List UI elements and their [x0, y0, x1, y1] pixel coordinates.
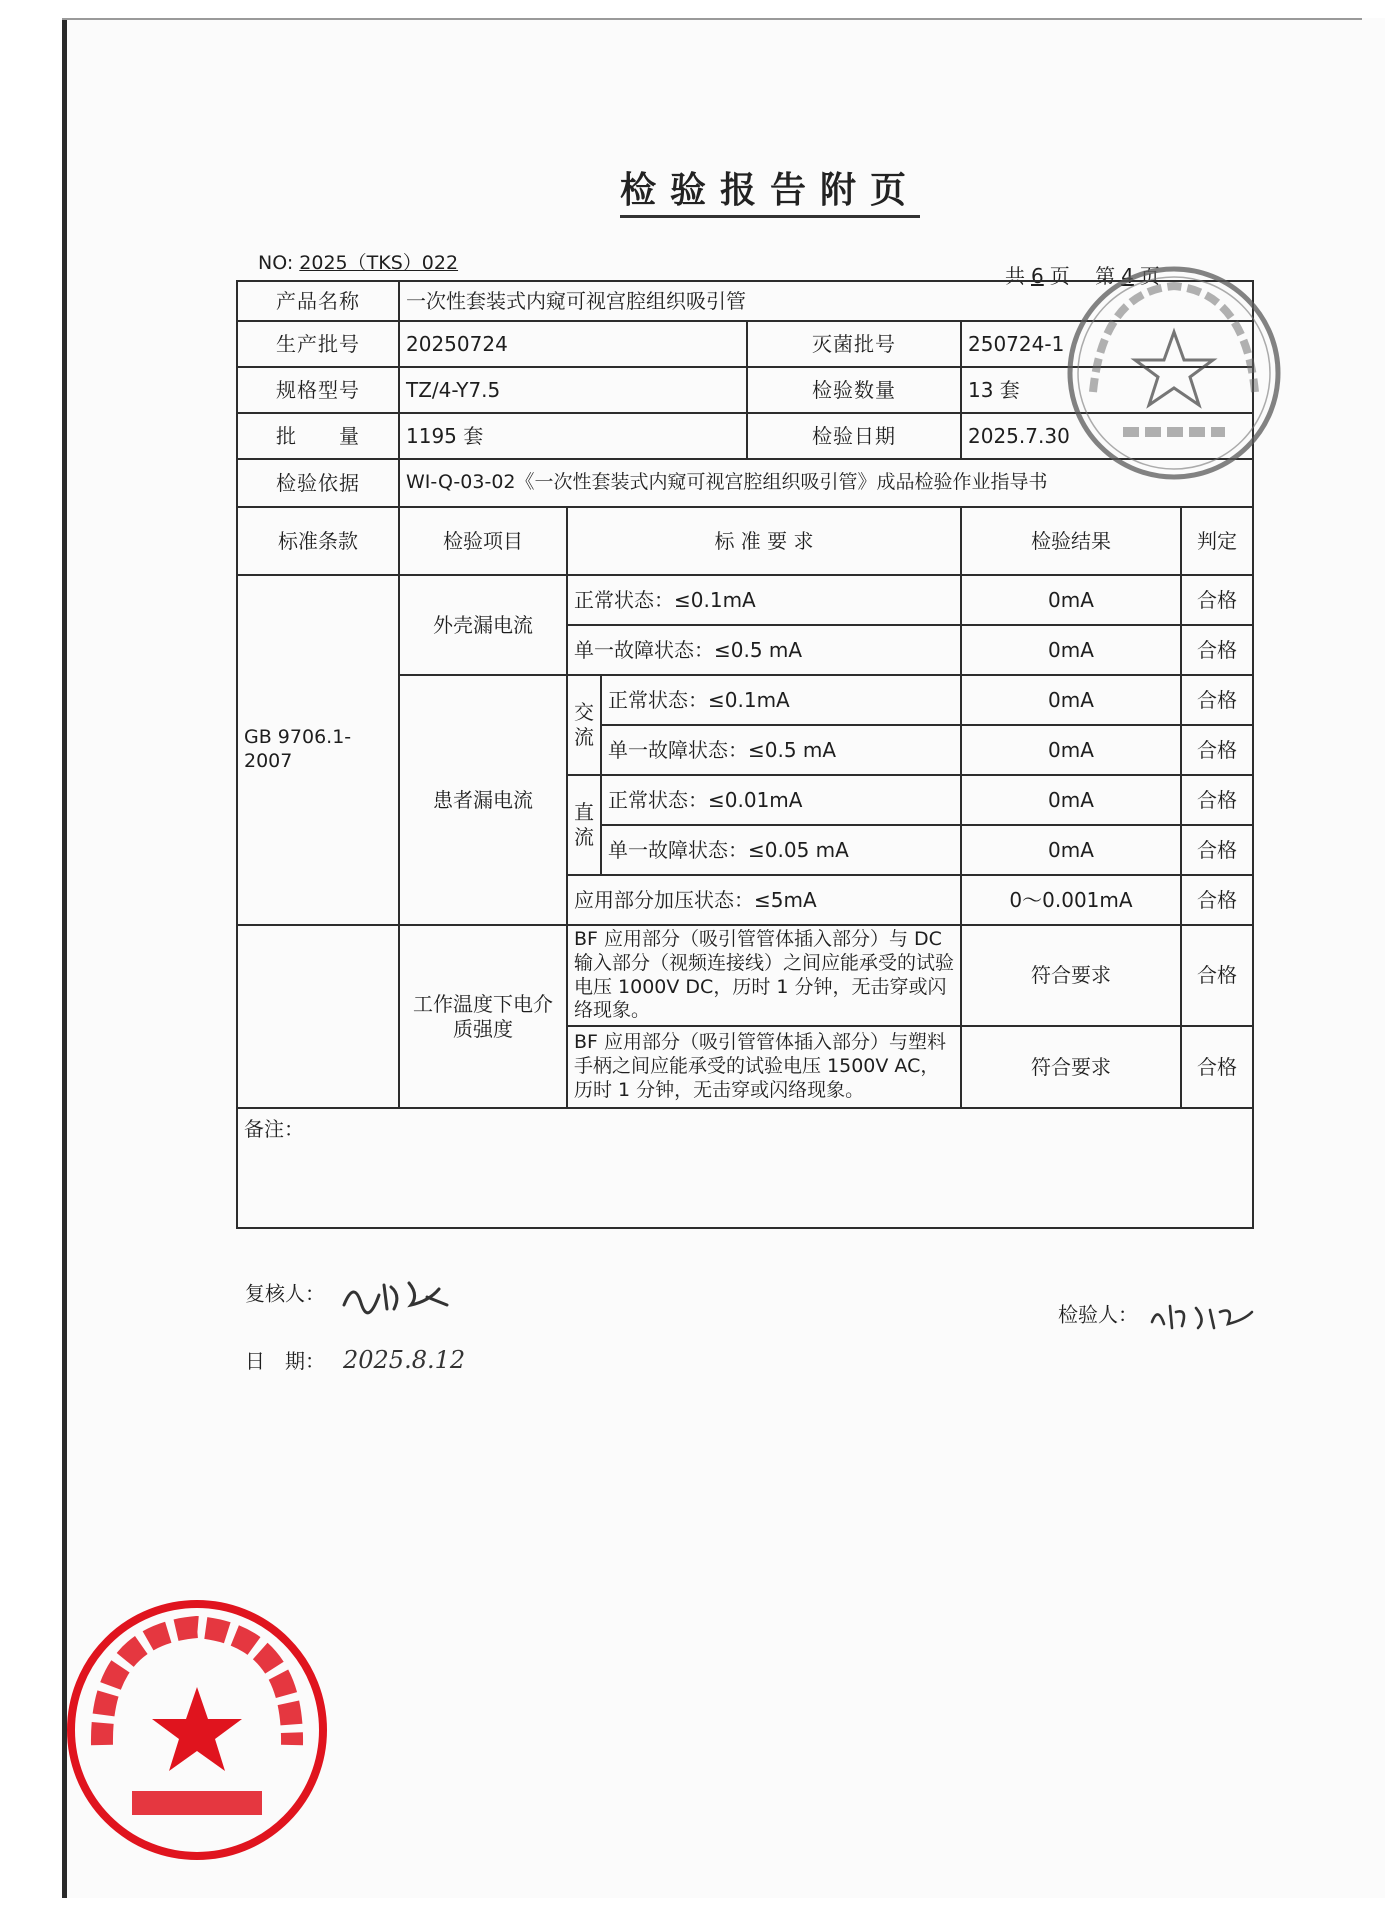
requirement-cell: 单一故障状态：≤0.5 mA [601, 725, 961, 775]
requirement-cell: BF 应用部分（吸引管管体插入部分）与塑料手柄之间应能承受的试验电压 1500V AC，历时 1 分钟，无击穿或闪络现象。 [567, 1026, 961, 1108]
signoff-date-line [245, 1345, 465, 1374]
header-clause: 标准条款 [237, 507, 399, 575]
inspector-signature [1148, 1298, 1258, 1334]
header-result: 检验结果 [961, 507, 1181, 575]
verdict-cell: 合格 [1181, 775, 1253, 825]
date-value: 2025.7.30 [961, 413, 1253, 459]
signoff-date-value: 2025.8.12 [343, 1346, 466, 1374]
group-enclosure-leakage: 外壳漏电流 [399, 575, 567, 675]
result-cell: 符合要求 [961, 1026, 1181, 1108]
spec-label: 规格型号 [237, 367, 399, 413]
inspector-line [1058, 1298, 1258, 1334]
row-table-header [237, 507, 1253, 575]
result-cell: 0～0.001mA [961, 875, 1181, 925]
basis-label: 检验依据 [237, 459, 399, 507]
paper-top-edge [62, 18, 1362, 20]
verdict-cell: 合格 [1181, 575, 1253, 625]
lot-value: 1195 套 [399, 413, 747, 459]
document-title: 检验报告附页 [620, 162, 920, 218]
requirement-cell: 单一故障状态：≤0.5 mA [567, 625, 961, 675]
header-verdict: 判定 [1181, 507, 1253, 575]
qty-value: 13 套 [961, 367, 1253, 413]
result-cell: 0mA [961, 675, 1181, 725]
report-number-value: 2025（TKS）022 [299, 252, 459, 274]
subgroup-ac: 交流 [567, 675, 601, 775]
report-number-label: NO: [258, 252, 294, 274]
batch-value: 20250724 [399, 321, 747, 367]
header-item: 检验项目 [399, 507, 567, 575]
subgroup-dc: 直流 [567, 775, 601, 875]
total-pages-suffix: 页 [1049, 264, 1070, 288]
requirement-cell: 正常状态：≤0.1mA [601, 675, 961, 725]
table-row [237, 925, 1253, 1026]
table-row [237, 575, 1253, 625]
product-name-value: 一次性套装式内窥可视宫腔组织吸引管 [399, 281, 1253, 321]
sterile-batch-label: 灭菌批号 [747, 321, 961, 367]
spec-value: TZ/4-Y7.5 [399, 367, 747, 413]
page-number: 4 [1121, 264, 1134, 288]
date-label: 检验日期 [747, 413, 961, 459]
page-suffix: 页 [1139, 264, 1160, 288]
standard-clause: GB 9706.1-2007 [237, 575, 399, 925]
requirement-cell: BF 应用部分（吸引管管体插入部分）与 DC 输入部分（视频连接线）之间应能承受的试验电压 1000V DC，历时 1 分钟，无击穿或闪络现象。 [567, 925, 961, 1026]
inspector-label: 检验人： [1058, 1302, 1138, 1327]
requirement-cell: 应用部分加压状态：≤5mA [567, 875, 961, 925]
inspection-seal [1063, 262, 1285, 484]
result-cell: 0mA [961, 775, 1181, 825]
requirement-cell: 单一故障状态：≤0.05 mA [601, 825, 961, 875]
group-patient-leakage: 患者漏电流 [399, 675, 567, 925]
reviewer-label: 复核人： [245, 1281, 325, 1306]
product-name-label: 产品名称 [237, 281, 399, 321]
group-dielectric-strength: 工作温度下电介质强度 [399, 925, 567, 1108]
quality-management-seal [62, 1595, 332, 1865]
sterile-batch-value: 250724-1 [961, 321, 1253, 367]
batch-label: 生产批号 [237, 321, 399, 367]
verdict-cell: 合格 [1181, 625, 1253, 675]
qty-label: 检验数量 [747, 367, 961, 413]
signoff-date-label: 日 期： [245, 1349, 325, 1373]
row-remarks [237, 1108, 1253, 1228]
page-prefix: 第 [1095, 264, 1116, 288]
requirement-cell: 正常状态：≤0.01mA [601, 775, 961, 825]
result-cell: 0mA [961, 575, 1181, 625]
reviewer-line [245, 1275, 459, 1315]
header-requirement: 标 准 要 求 [567, 507, 961, 575]
requirement-cell: 正常状态：≤0.1mA [567, 575, 961, 625]
report-number [258, 248, 458, 275]
verdict-cell: 合格 [1181, 725, 1253, 775]
verdict-cell: 合格 [1181, 925, 1253, 1026]
verdict-cell: 合格 [1181, 875, 1253, 925]
verdict-cell: 合格 [1181, 1026, 1253, 1108]
standard-clause-empty [237, 925, 399, 1108]
result-cell: 符合要求 [961, 925, 1181, 1026]
result-cell: 0mA [961, 725, 1181, 775]
remarks-label: 备注： [237, 1108, 1253, 1228]
total-pages-prefix: 共 [1005, 264, 1025, 288]
reviewer-signature [339, 1275, 459, 1315]
basis-value: WI-Q-03-02《一次性套装式内窥可视宫腔组织吸引管》成品检验作业指导书 [399, 459, 1253, 507]
verdict-cell: 合格 [1181, 675, 1253, 725]
result-cell: 0mA [961, 625, 1181, 675]
verdict-cell: 合格 [1181, 825, 1253, 875]
lot-label: 批 量 [237, 413, 399, 459]
total-pages: 6 [1031, 264, 1044, 288]
result-cell: 0mA [961, 825, 1181, 875]
